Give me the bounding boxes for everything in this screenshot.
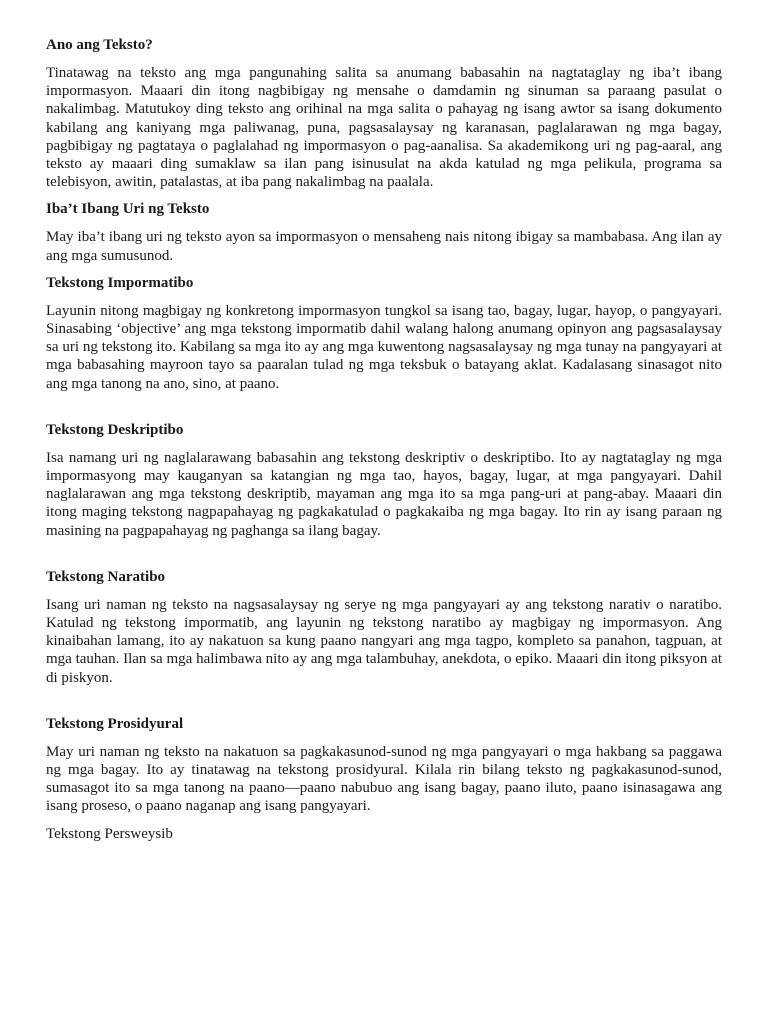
section-heading-impormatibo: Tekstong Impormatibo: [46, 274, 194, 291]
section-heading-naratibo: Tekstong Naratibo: [46, 568, 166, 585]
section-body-naratibo: Isang uri naman ng teksto na nagsasalaysay ng serye ng mga pangyayari ay ang tekstong narativ o naratibo. Katulad ng tekstong impormatib, ang layunin ng tekstong naratibo ay magbigay ng impormasyon. Ang kinaibahan lamang, ito ay nakatuon sa kung paano nangyari ang mga tagpo, kompleto sa panahon, tagpuan, at mga tauhan. Ilan sa mga halimbawa nito ay ang mga talambuhay, anekdota, o epiko. Maaari din itong piksyon at di piskyon.: [46, 596, 722, 686]
section-body-ano-ang-teksto: Tinatawag na teksto ang mga pangunahing salita sa anumang babasahin na nagtataglay ng iba’t ibang impormasyon. Maaari din itong nagbibigay ng mensahe o damdamin ng sinuman sa paraang pasulat o nakalimbag. Matutukoy ding teksto ang orihinal na mga salita o pahayag ng isang awtor sa isang dokumento kabilang ang kaniyang mga paliwanag, puna, pagsasalaysay ng karanasan, paglalarawan ng mga bagay, pagbibigay ng pagtataya o paglalahad ng impormasyon o pag-aanalisa. Sa akademikong uri ng pag-aaral, ang teksto ay maaari ding sumaklaw sa ilan pang isinusulat na akda katulad ng mga pelikula, programa sa telebisyon, awitin, patalastas, at iba pang nakalimbag na paalala.: [46, 65, 722, 191]
section-heading-persweysib: Tekstong Persweysib: [46, 825, 173, 842]
section-body-prosidyural: May uri naman ng teksto na nakatuon sa pagkakasunod-sunod ng mga pangyayari o mga hakbang sa paggawa ng mga bagay. Ito ay tinatawag na tekstong prosidyural. Kilala rin bilang teksto ng pagkakasunod-sunod, sumasagot ito sa mga tanong na paano—paano nabubuo ang isang bagay, paano iluto, paano isinasagawa ang isang proseso, o paano naganap ang isang pangyayari.: [46, 743, 722, 815]
section-heading-ano-ang-teksto: Ano ang Teksto?: [46, 37, 153, 53]
section-heading-deskriptibo: Tekstong Deskriptibo: [46, 421, 184, 438]
section-heading-prosidyural: Tekstong Prosidyural: [46, 715, 184, 732]
section-body-impormatibo: Layunin nitong magbigay ng konkretong impormasyon tungkol sa isang tao, bagay, lugar, hayop, o pangyayari. Sinasabing ‘objective’ ang mga tekstong impormatib dahil walang halong anumang opinyon ang pagsasalaysay sa uri ng tekstong ito. Kabilang sa mga ito ay ang mga kuwentong nagsasalaysay ng mga tunay na pangyayari at mga babasahing mayroon tayo sa paaralan tulad ng mga teksbuk o batayang aklat. Kadalasang sinasagot nito ang mga tanong na ano, sino, at paano.: [46, 302, 722, 392]
section-body-deskriptibo: Isa namang uri ng naglalarawang babasahin ang tekstong deskriptiv o deskriptibo. Ito ay nagtataglay ng mga impormasyong may kauganyan sa katangian ng mga tao, hayos, bagay, lugar, at mga pangyayari. Dahil naglalarawan ang mga tekstong deskriptib, mayaman ang mga ito sa mga pang-uri at pang-abay. Maaari din itong maging tekstong nagpapahayag ng pagkakatulad o pagkakaiba ng mga bagay. Ito rin ay isang paraan ng masining na pagpapahayag ng paghanga sa ilang bagay.: [46, 449, 722, 539]
section-body-iba-ibang-uri: May iba’t ibang uri ng teksto ayon sa impormasyon o mensaheng nais nitong ibigay sa mambabasa. Ang ilan ay ang mga sumusunod.: [46, 229, 722, 264]
section-heading-iba-ibang-uri: Iba’t Ibang Uri ng Teksto: [46, 201, 210, 218]
